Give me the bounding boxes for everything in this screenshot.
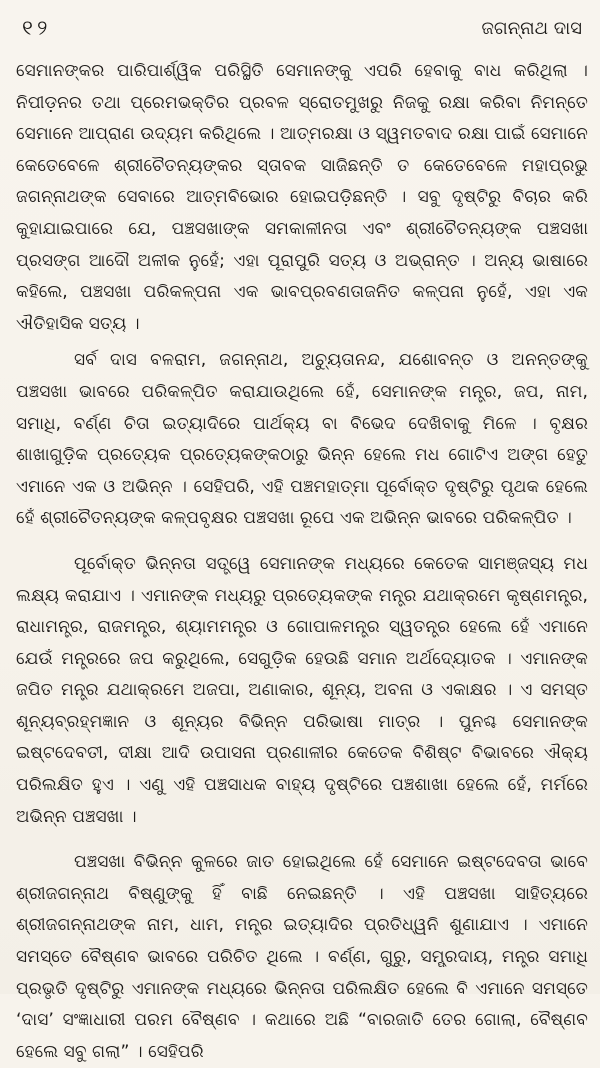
running-head: ଜଗନ୍ନାଥ ଦାସ	[481, 18, 582, 39]
paragraph-4: ପଞ୍ଚସଖା ବିଭିନ୍ନ କୁଳରେ ଜାତ ହୋଇଥିଲେ ହେଁ ସେମାନେ ଇଷ୍ଟଦେବତା ଭାବେ ଶ୍ରୀଜଗନ୍ନାଥ ବିଷ୍ଣୁଙ୍କୁ ହିଁ ବାଛି ନେଇଛନ୍ତି । ଏହି ପଞ୍ଚସଖା ସାହିତ୍ୟରେ ଶ୍ରୀଜଗନ୍ନାଥଙ୍କ ନାମ, ଧାମ, ମନ୍ତ୍ର ଇତ୍ୟାଦିର ପ୍ରତିଧ୍ୱନି ଶୁଣାଯାଏ । ଏମାନେ ସମସ୍ତେ ବୈଷ୍ଣବ ଭାବରେ ପରିଚିତ ଥିଲେ । ବର୍ଣ୍ଣ, ଗୁରୁ, ସମ୍ପ୍ରଦାୟ, ମନ୍ତ୍ର ସମାଧି ପ୍ରଭୃତି ଦୃଷ୍ଟିରୁ ଏମାନଙ୍କ ମଧ୍ୟରେ ଭିନ୍ନତା ପରିଲକ୍ଷିତ ହେଲେ ବି ଏମାନେ ସମସ୍ତେ ‘ଦାସ’ ସଂଜ୍ଞାଧାରୀ ପରମ ବୈଷ୍ଣବ । କଥାରେ ଅଛି “ବାରଜାତି ତେର ଗୋଲା, ବୈଷ୍ଣବ ହେଲେ ସବୁ ଗଲା” । ସେହିପରି	[16, 852, 588, 1062]
page-header	[22, 12, 582, 52]
page-number: ୧୨	[22, 16, 52, 40]
paragraph-3: ପୂର୍ବୋକ୍ତ ଭିନ୍ନତା ସତ୍ତ୍ୱେ ସେମାନଙ୍କ ମଧ୍ୟରେ କେତେକ ସାମଞ୍ଜସ୍ୟ ମଧ ଲକ୍ଷ୍ୟ କରାଯାଏ । ଏମାନଙ୍କ ମଧ୍ୟରୁ ପ୍ରତ୍ୟେକଙ୍କ ମନ୍ତ୍ର ଯଥାକ୍ରମେ କୃଷ୍ଣମନ୍ତ୍ର, ରାଧାମନ୍ତ୍ର, ରାଜମନ୍ତ୍ର, ଶ୍ୟାମମନ୍ତ୍ର ଓ ଗୋପାଳମନ୍ତ୍ର ସ୍ୱତନ୍ତ୍ର ହେଲେ ହେଁ ଏମାନେ ଯେଉଁ ମନ୍ତ୍ରରେ ଜପ କରୁଥିଲେ, ସେଗୁଡ଼ିକ ହେଉଛି ସମାନ ଅର୍ଥଦ୍ୟୋତକ । ଏମାନଙ୍କ ଜପିତ ମନ୍ତ୍ର ଯଥାକ୍ରମେ ଅଜପା, ଅଣାକାର, ଶୂନ୍ୟ, ଅବନା ଓ ଏକାକ୍ଷର । ଏ ସମସ୍ତ ଶୂନ୍ୟବ୍ରହ୍ମଜ୍ଞାନ ଓ ଶୂନ୍ୟର ବିଭିନ୍ନ ପରିଭାଷା ମାତ୍ର । ପୁନଶ୍ଚ ସେମାନଙ୍କ ଇଷ୍ଟଦେବତୀ, ଦୀକ୍ଷା ଆଦି ଉପାସନା ପ୍ରଣାଳୀର କେତେକ ବିଶିଷ୍ଟ ବିଭାବରେ ଐକ୍ୟ ପରିଲକ୍ଷିତ ହୁଏ । ଏଣୁ ଏହି ପଞ୍ଚସାଧକ ବାହ୍ୟ ଦୃଷ୍ଟିରେ ପଞ୍ଚଶାଖା ହେଲେ ହେଁ, ମର୍ମରେ ଅଭିନ୍ନ ପଞ୍ଚସଖା ।	[16, 553, 588, 827]
body-text	[16, 56, 588, 1068]
paragraph-2: ସର୍ବ ଦାସ ବଳରାମ, ଜଗନ୍ନାଥ, ଅଚ୍ୟୁତାନନ୍ଦ, ଯଶୋବନ୍ତ ଓ ଅନନ୍ତଙ୍କୁ ପଞ୍ଚସଖା ଭାବରେ ପରିକଳ୍ପିତ କରାଯାଉଥିଲେ ହେଁ, ସେମାନଙ୍କ ମନ୍ତ୍ର, ଜପ, ନାମ, ସମାଧି, ବର୍ଣ୍ଣ ଚିତା ଇତ୍ୟାଦିରେ ପାର୍ଥକ୍ୟ ବା ବିଭେଦ ଦେଖିବାକୁ ମିଳେ । ବୃକ୍ଷର ଶାଖାଗୁଡ଼ିକ ପ୍ରତ୍ୟେକ ପ୍ରତ୍ୟେକଙ୍କଠାରୁ ଭିନ୍ନ ହେଲେ ମଧ ଗୋଟିଏ ଅଙ୍ଗ ହେତୁ ଏମାନେ ଏକ ଓ ଅଭିନ୍ନ । ସେହିପରି, ଏହି ପଞ୍ଚମହାତ୍ମା ପୂର୍ବୋକ୍ତ ଦୃଷ୍ଟିରୁ ପୃଥକ ହେଲେ ହେଁ ଶ୍ରୀଚୈତନ୍ୟଙ୍କ କଳ୍ପବୃକ୍ଷର ପଞ୍ଚସଖା ରୂପେ ଏକ ଅଭିନ୍ନ ଭାବରେ ପରିକଳ୍ପିତ ।	[16, 350, 588, 529]
paragraph-1: ସେମାନଙ୍କର ପାରିପାର୍ଶ୍ୱିକ ପରିସ୍ଥିତି ସେମାନଙ୍କୁ ଏପରି ହେବାକୁ ବାଧ କରିଥିଲା । ନିପୀଡ଼ନର ତଥା ପ୍ରେମଭକ୍ତିର ପ୍ରବଳ ସ୍ରୋତମୁଖରୁ ନିଜକୁ ରକ୍ଷା କରିବା ନିମନ୍ତେ ସେମାନେ ଆପ୍ରାଣ ଉଦ୍ୟମ କରିଥିଲେ । ଆତ୍ମରକ୍ଷା ଓ ସ୍ୱମତବାଦ ରକ୍ଷା ପାଇଁ ସେମାନେ କେତେବେଳେ ଶ୍ରୀଚୈତନ୍ୟଙ୍କର ସ୍ତାବକ ସାଜିଛନ୍ତି ତ କେତେବେଳେ ମହାପ୍ରଭୁ ଜଗନ୍ନାଥଙ୍କ ସେବାରେ ଆତ୍ମବିଭୋର ହୋଇପଡ଼ିଛନ୍ତି । ସବୁ ଦୃଷ୍ଟିରୁ ବିଚାର କରି କୁହାଯାଇପାରେ ଯେ, ପଞ୍ଚସଖାଙ୍କ ସମକାଳୀନତା ଏବଂ ଶ୍ରୀଚୈତନ୍ୟଙ୍କ ପଞ୍ଚସଖା ପ୍ରସଙ୍ଗ ଆଦୌ ଅଳୀକ ନୁହେଁ; ଏହା ପୂରାପୁରି ସତ୍ୟ ଓ ଅଭ୍ରାନ୍ତ । ଅନ୍ୟ ଭାଷାରେ କହିଲେ, ପଞ୍ଚସଖା ପରିକଳ୍ପନା ଏକ ଭାବପ୍ରବଣତାଜନିତ କଳ୍ପନା ନୁହେଁ, ଏହା ଏକ ଐତିହାସିକ ସତ୍ୟ ।	[16, 61, 588, 334]
